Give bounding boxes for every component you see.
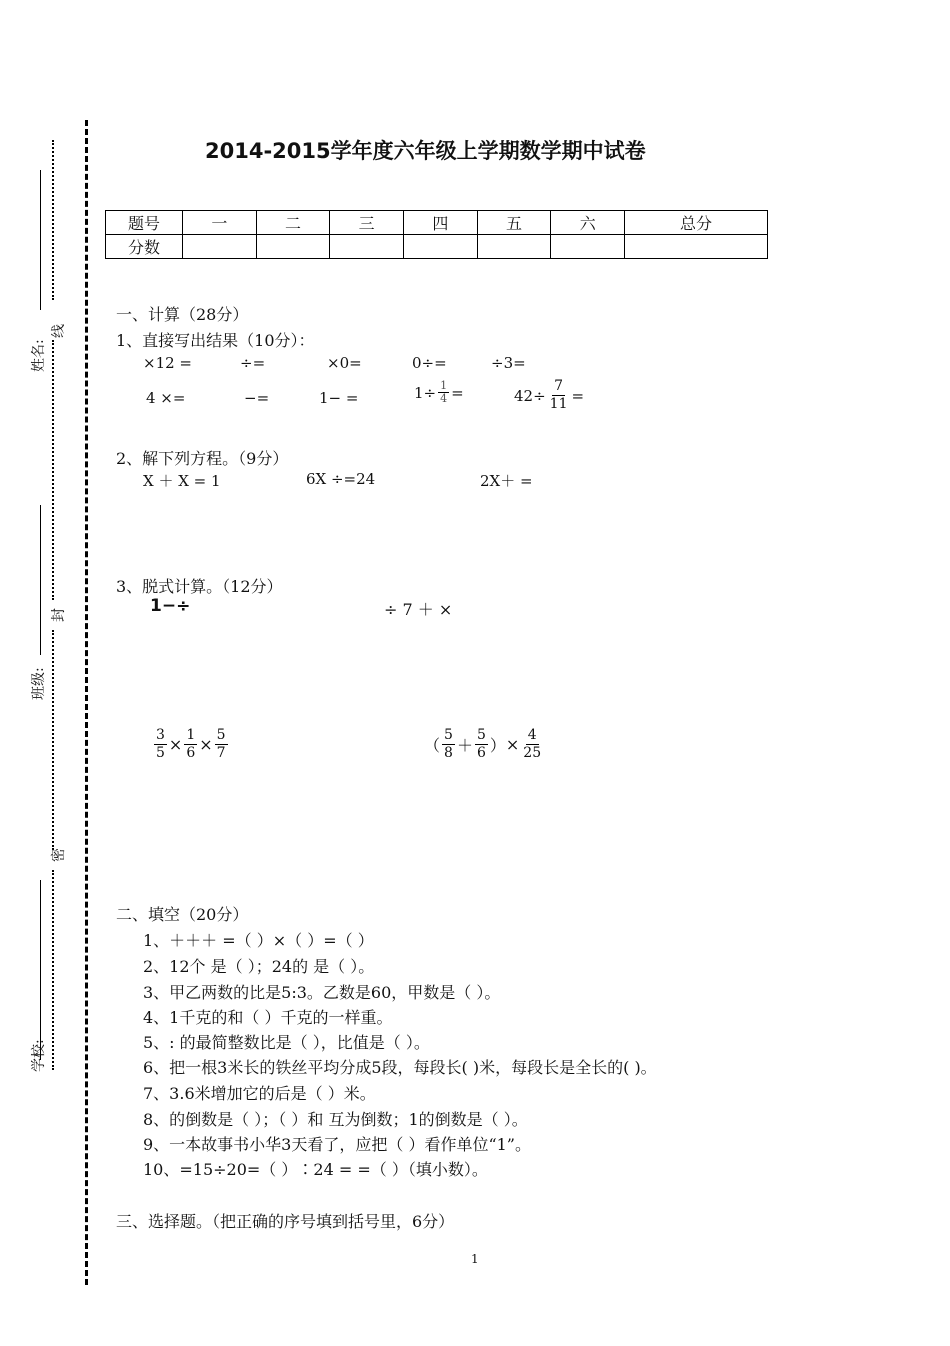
section-heading: 三、选择题。（把正确的序号填到括号里，6分） — [116, 1212, 455, 1231]
score-input-cell[interactable] — [256, 235, 330, 259]
expression — [424, 727, 545, 762]
fraction — [215, 727, 228, 762]
calc-item: 0÷= — [412, 354, 447, 372]
operator: × — [505, 735, 520, 754]
side-dotted-line — [52, 340, 54, 600]
calc-text: 42÷ — [514, 386, 546, 405]
fraction-denominator: 7 — [216, 745, 226, 761]
score-input-cell[interactable] — [183, 235, 257, 259]
side-school-label: 学校: — [31, 1039, 47, 1072]
fraction-denominator: 25 — [523, 745, 542, 761]
calc-item: ×12 = — [143, 354, 192, 372]
fraction-denominator: 4 — [440, 392, 448, 405]
score-input-cell[interactable] — [404, 235, 478, 259]
fraction-numerator: 7 — [554, 378, 564, 394]
score-table-header-row — [106, 211, 768, 235]
fill-blank-item: 2、12个 是（ ）；24的 是（ ）。 — [143, 957, 375, 976]
fill-blank-item: 9、一本故事书小华3天看了，应把（ ）看作单位“1”。 — [143, 1135, 531, 1154]
side-secret-label: 密 — [51, 848, 67, 862]
fraction-numerator: 5 — [216, 727, 226, 743]
operator: （ — [424, 736, 441, 755]
operator: × — [168, 735, 183, 754]
calc-text: 1÷ — [414, 383, 437, 402]
score-header-cell: 四 — [404, 211, 478, 235]
side-school-underline — [40, 880, 41, 1060]
fill-blank-item: 5、: 的最简整数比是（ ），比值是（ ）。 — [143, 1033, 430, 1052]
side-name-underline — [40, 170, 41, 310]
fraction-numerator: 5 — [444, 727, 453, 743]
fill-blank-item: 8、的倒数是（ ）；（ ）和 互为倒数；1的倒数是（ ）。 — [143, 1110, 528, 1129]
score-header-cell: 总分 — [625, 211, 768, 235]
fill-blank-item: 10、=15÷20=（ ）∶24 = =（ ）（填小数）。 — [143, 1160, 488, 1179]
calc-text: = — [451, 383, 464, 402]
score-table-score-row — [106, 235, 768, 259]
fraction-numerator: 1 — [440, 379, 448, 392]
score-input-cell[interactable] — [477, 235, 551, 259]
score-table — [105, 210, 768, 259]
fraction-denominator: 5 — [156, 745, 165, 761]
fraction — [184, 727, 197, 762]
score-input-cell[interactable] — [625, 235, 768, 259]
score-header-cell: 一 — [183, 211, 257, 235]
score-header-cell: 三 — [330, 211, 404, 235]
fraction-denominator: 6 — [476, 745, 486, 761]
side-seal-label: 封 — [51, 608, 67, 622]
fraction — [475, 727, 488, 762]
calc-item: ÷3= — [491, 354, 526, 372]
calc-item: ×0= — [327, 354, 362, 372]
expression: ÷ 7 ＋ × — [384, 600, 453, 619]
side-dotted-line — [52, 140, 54, 300]
score-header-cell: 二 — [256, 211, 330, 235]
page-number: 1 — [471, 1252, 479, 1266]
fraction-numerator: 1 — [186, 727, 196, 743]
equation: X ＋ X = 1 — [143, 472, 221, 490]
side-class-underline — [40, 505, 41, 655]
fraction — [154, 727, 167, 762]
fraction — [548, 378, 570, 413]
fill-blank-item: 6、把一根3米长的铁丝平均分成5段，每段长( )米，每段长是全长的( )。 — [143, 1058, 657, 1077]
score-header-cell: 题号 — [106, 211, 183, 235]
score-input-cell[interactable] — [551, 235, 625, 259]
fill-blank-item: 4、1千克的和（ ）千克的一样重。 — [143, 1008, 393, 1027]
fill-blank-item: 3、甲乙两数的比是5:3。乙数是60，甲数是（ ）。 — [143, 983, 501, 1002]
fraction-denominator: 6 — [186, 745, 196, 761]
question-heading: 2、解下列方程。（9分） — [116, 449, 289, 468]
score-header-cell: 六 — [551, 211, 625, 235]
operator: × — [199, 735, 213, 754]
question-heading: 3、脱式计算。（12分） — [116, 577, 283, 596]
side-name-label: 姓名: — [31, 339, 47, 372]
equation: 6X ÷=24 — [306, 470, 376, 488]
fraction — [442, 727, 455, 762]
fraction-numerator: 4 — [527, 727, 537, 743]
page-title: 2014-2015学年度六年级上学期数学期中试卷 — [205, 139, 646, 163]
binding-dashed-line — [85, 120, 88, 1285]
expression: 1−÷ — [150, 596, 191, 616]
fraction — [521, 727, 543, 762]
expression — [152, 727, 230, 762]
calc-item — [414, 380, 464, 405]
calc-item: 1− = — [319, 389, 359, 407]
calc-item: 4 ×= — [146, 389, 186, 407]
fraction-denominator: 11 — [549, 396, 568, 412]
question-heading: 1、直接写出结果（10分）： — [116, 331, 315, 350]
calc-item: −= — [244, 389, 270, 407]
side-class-label: 班级: — [31, 667, 47, 700]
section-heading: 一、计算（28分） — [116, 305, 249, 324]
operator: ＋ — [456, 736, 473, 755]
score-input-cell[interactable] — [330, 235, 404, 259]
operator: ） — [489, 736, 506, 755]
fraction-denominator: 8 — [444, 745, 453, 761]
score-row-label: 分数 — [106, 235, 183, 259]
fill-blank-item: 1、＋＋＋ =（ ）×（ ）=（ ） — [143, 931, 374, 950]
calc-item: ÷= — [240, 354, 266, 372]
section-heading: 二、填空（20分） — [116, 905, 249, 924]
side-dotted-line — [52, 870, 54, 1070]
calc-text: = — [571, 386, 585, 405]
fraction-numerator: 5 — [476, 727, 486, 743]
side-dotted-line — [52, 630, 54, 850]
calc-item — [514, 378, 584, 413]
fraction — [438, 380, 449, 405]
fill-blank-item: 7、3.6米增加它的后是（ ）米。 — [143, 1084, 376, 1103]
score-header-cell: 五 — [477, 211, 551, 235]
side-line-label: 线 — [51, 324, 67, 338]
fraction-numerator: 3 — [156, 727, 165, 743]
equation: 2X＋ = — [480, 472, 533, 490]
